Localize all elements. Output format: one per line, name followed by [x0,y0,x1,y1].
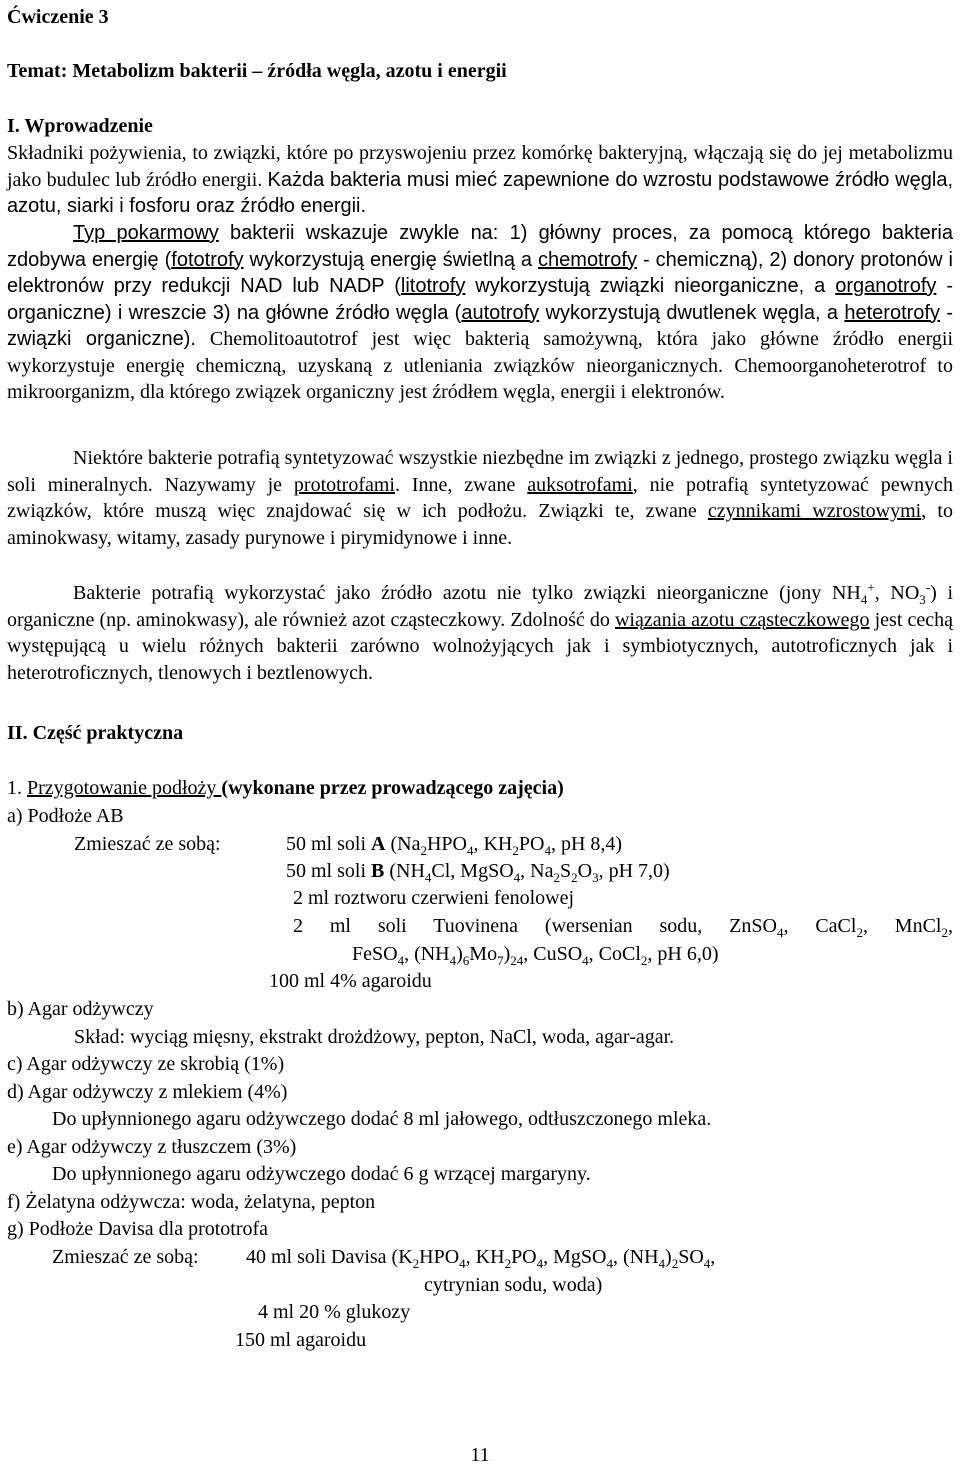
t: , pH 8,4) [550,833,623,855]
t: SO [678,1246,704,1268]
subscript: 4 [544,843,551,858]
term-organotrofy: organotrofy [835,275,937,297]
p3-text: , nie potrafią syntetyzować pewnych związków, które muszą więc znajdować się w ich podłożu. Związki te, zwane [7,473,953,522]
t: , CoCl [588,943,641,965]
t: 2 ml soli Tuovinena (wersenian sodu, ZnSO [293,915,777,937]
subscript: 4 [459,1256,466,1271]
medium-f-label: f) Żelatyna odżywcza: woda, żelatyna, pepton [7,1191,376,1213]
p4-text: , NO [874,582,920,604]
t: Mo [469,943,498,965]
medium-d-instruction: Do upłynnionego agaru odżywczego dodać 8 ml jałowego, odtłuszczonego mleka. [52,1108,712,1130]
medium-g-mix-label: Zmieszać ze sobą: [52,1246,199,1268]
medium-d-label: d) Agar odżywczy z mlekiem (4%) [7,1081,288,1103]
t: PO [518,833,545,855]
subscript: 2 [553,870,560,885]
medium-a-line-1 [286,831,622,857]
p2-text: - związki organiczne). [7,301,953,350]
medium-a-line-5 [352,941,719,967]
subscript: 7 [497,953,504,968]
p3-text: . Inne, zwane [395,473,528,496]
exercise-title: Ćwiczenie 3 [7,6,109,28]
p2-text: wykorzystują energię świetlną a [243,248,539,271]
practical-heading: II. Część praktyczna [7,722,184,744]
intro-paragraph-1 [7,140,953,220]
t: ) [665,1246,672,1268]
p2-text: wykorzystują dwutlenek węgla, a [539,301,845,324]
intro-paragraph-2 [7,220,953,406]
t: ) [503,943,511,965]
t: 50 ml soli [286,833,372,855]
p2-text: wykorzystują związki nieorganiczne, a [465,275,836,297]
medium-a-line-6: 100 ml 4% agaroidu [269,970,432,992]
p4-text: jest cechą występującą u wielu różnych bakterii zarówno wolnożyjących jak i symbiotycznych, autotroficznych jak i heterotroficznych, tlenowych i beztlenowych. [7,608,953,684]
subscript: 4 [582,953,589,968]
t: HPO [419,1246,460,1268]
item-title: Przygotowanie podłoży [27,777,222,799]
term-czynniki-wzrostowe: czynnikami wzrostowymi [707,500,922,522]
item-number: 1. [7,777,27,799]
term-fototrofy: fototrofy [171,248,244,271]
subscript: 2 [571,870,578,885]
t: , KH [465,1246,505,1268]
intro-p1-text: Składniki pożywienia, to związki, które po przyswojeniu przez komórkę bakteryjną, włączają się do jej metabolizmu jako budulec lub źródło energii. [7,142,953,191]
item-1-heading [7,775,564,801]
subscript: 4 [424,870,432,885]
t: , [710,1246,716,1268]
t: O [577,860,593,882]
subscript: 4 [860,592,868,607]
item-note: (wykonane przez prowadzącego zajęcia) [221,777,564,799]
term-typ-pokarmowy: Typ pokarmowy [73,222,219,244]
subscript: 3 [919,592,926,607]
t: , MgSO [543,1246,607,1268]
term-auksotrofami: auksotrofami [527,473,633,496]
superscript: + [867,579,875,595]
salt-b: B [371,860,385,882]
subscript: 24 [510,953,524,968]
subscript: 2 [856,925,863,940]
t: , (NH [404,943,450,965]
p2-text: - organiczne) i wreszcie 3) na główne źródło węgla ( [7,275,953,324]
t: , CuSO [523,943,583,965]
salt-a: A [371,833,386,855]
medium-b-label: b) Agar odżywczy [7,998,154,1020]
t: S [559,860,572,882]
intro-paragraph-4 [7,580,953,686]
medium-g-line-1 [246,1244,715,1270]
p3-text: , to aminokwasy, witamy, zasady purynowe i pirymidynowe i inne. [7,500,953,549]
medium-g-label: g) Podłoże Davisa dla prototrofa [7,1218,269,1240]
medium-e-instruction: Do upłynnionego agaru odżywczego dodać 6 g wrzącej margaryny. [52,1163,591,1185]
term-autotrofy: autotrofy [461,301,540,324]
medium-e-label: e) Agar odżywczy z tłuszczem (3%) [7,1136,297,1158]
subscript: 4 [703,1256,711,1271]
t: Cl, MgSO [431,860,514,882]
t: , pH 6,0) [647,943,719,965]
p4-text: Bakterie potrafią wykorzystać jako źródło azotu nie tylko związki nieorganiczne (jony NH [73,582,861,604]
t: , (NH [613,1246,659,1268]
term-heterotrofy: heterotrofy [844,301,940,324]
t: HPO [426,833,467,855]
topic-title: Temat: Metabolizm bakterii – źródła węgla, azotu i energii [7,60,507,82]
subscript: 4 [397,953,405,968]
subscript: 3 [592,870,599,885]
subscript: 2 [420,843,427,858]
intro-paragraph-3 [7,445,953,551]
t: , pH 7,0) [598,860,670,882]
subscript: 2 [504,1256,512,1271]
subscript: 6 [462,953,470,968]
intro-p1-sans-text: Każda bakteria musi mieć zapewnione do wzrostu podstawowe źródło węgla, azotu, siarki i fosforu oraz źródło energii. [7,168,953,217]
p3-text: Niektóre bakterie potrafią syntetyzować wszystkie niezbędne im związki z jednego, prostego związku węgla i soli mineralnych. Nazywamy je [7,447,953,496]
subscript: 2 [671,1256,679,1271]
t: PO [511,1246,537,1268]
medium-c-label: c) Agar odżywczy ze skrobią (1%) [7,1053,285,1075]
intro-heading: I. Wprowadzenie [7,115,153,137]
p2-text: bakterii wskazuje zwykle na: 1) główny proces, za pomocą którego bakteria zdobywa energię ( [7,222,953,271]
t: , KH [473,833,513,855]
term-wiazanie-azotu: wiązania azotu cząsteczkowego [614,608,870,631]
t: , CaCl [783,915,857,937]
subscript: 4 [449,953,457,968]
subscript: 4 [658,1256,666,1271]
t: , Na [520,860,554,882]
t: FeSO [352,943,398,965]
superscript: - [925,579,931,595]
medium-a-label: a) Podłoże AB [7,805,124,827]
medium-g-line-2: cytrynian sodu, woda) [424,1274,603,1296]
medium-a-line-3: 2 ml roztworu czerwieni fenolowej [293,887,575,909]
subscript: 4 [513,870,521,885]
page-number: 11 [470,1444,490,1466]
term-litotrofy: litotrofy [400,275,466,297]
medium-a-line-4 [293,913,953,939]
t: 40 ml soli Davisa (K [246,1246,413,1268]
subscript: 4 [776,925,784,940]
medium-g-line-4: 150 ml agaroidu [235,1329,367,1351]
subscript: 2 [640,953,648,968]
subscript: 2 [941,925,948,940]
t: , [947,915,953,937]
subscript: 4 [466,843,474,858]
t: (Na [385,833,421,855]
medium-a-mix-label: Zmieszać ze sobą: [74,833,221,855]
p2-serif-text: Chemolitoautotrof jest więc bakterią samożywną, która jako główne źródło energii wykorzystuje energię chemiczną, uzyskaną z utleniania związków nieorganicznych. Chemoorganoheterotrof to mikroorganizm, dla którego związek organiczny jest źródłem węgla, energii i elektronów. [7,328,953,403]
subscript: 4 [606,1256,613,1271]
subscript: 2 [512,843,519,858]
p4-text: ) i organiczne (np. aminokwasy), ale również azot cząsteczkowy. Zdolność do [7,582,953,631]
p2-text: - chemiczną), 2) donory protonów i elektronów przy redukcji NAD lub NADP ( [7,248,953,297]
t: ) [456,943,463,965]
term-prototrofami: prototrofami [293,473,395,496]
medium-b-composition: Skład: wyciąg mięsny, ekstrakt drożdżowy, pepton, NaCl, woda, agar-agar. [74,1026,675,1048]
term-chemotrofy: chemotrofy [538,248,637,271]
subscript: 2 [412,1256,420,1271]
subscript: 4 [536,1256,544,1271]
t: , MnCl [862,915,942,937]
t: 50 ml soli [286,860,372,882]
t: (NH [384,860,425,882]
medium-g-line-3: 4 ml 20 % glukozy [258,1301,411,1323]
medium-a-line-2 [286,858,670,884]
